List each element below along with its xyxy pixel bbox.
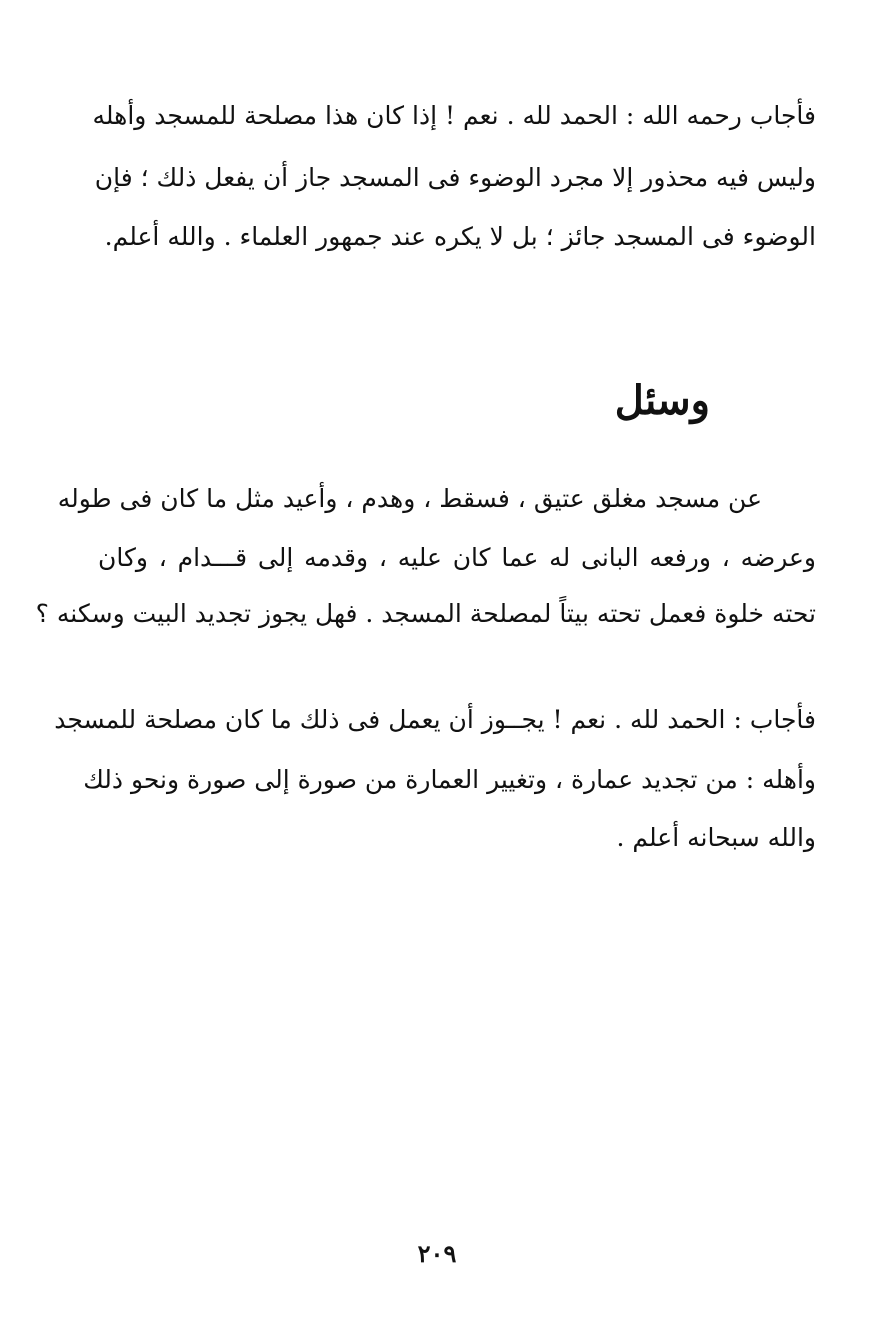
question-line-1: عن مسجد مغلق عتيق ، فسقط ، وهدم ، وأعيد مثل ما كان فى طوله: [57, 484, 762, 513]
answer-paragraph-2-line-1: فأجاب : الحمد لله . نعم ! يجــوز أن يعمل فى ذلك ما كان مصلحة للمسجد: [54, 705, 816, 734]
question-line-3: تحته خلوة فعمل تحته بيتاً لمصلحة المسجد . فهل يجوز تجديد البيت وسكنه ؟: [35, 599, 816, 628]
answer-paragraph-2-line-3: والله سبحانه أعلم .: [616, 823, 816, 852]
question-line-2: وعرضه ، ورفعه البانى له عما كان عليه ، وقدمه إلى قـــدام ، وكان: [98, 543, 816, 572]
page-number: ٢٠٩: [417, 1239, 457, 1268]
answer-paragraph-2-line-2: وأهله : من تجديد عمارة ، وتغيير العمارة من صورة إلى صورة ونحو ذلك: [83, 765, 816, 794]
answer-paragraph-1-line-3: الوضوء فى المسجد جائز ؛ بل لا يكره عند جمهور العلماء . والله أعلم.: [104, 222, 816, 251]
section-heading: وسئل: [614, 377, 710, 424]
answer-paragraph-1-line-1: فأجاب رحمه الله : الحمد لله . نعم ! إذا كان هذا مصلحة للمسجد وأهله: [92, 101, 816, 130]
answer-paragraph-1-line-2: وليس فيه محذور إلا مجرد الوضوء فى المسجد جاز أن يفعل ذلك ؛ فإن: [94, 163, 816, 192]
